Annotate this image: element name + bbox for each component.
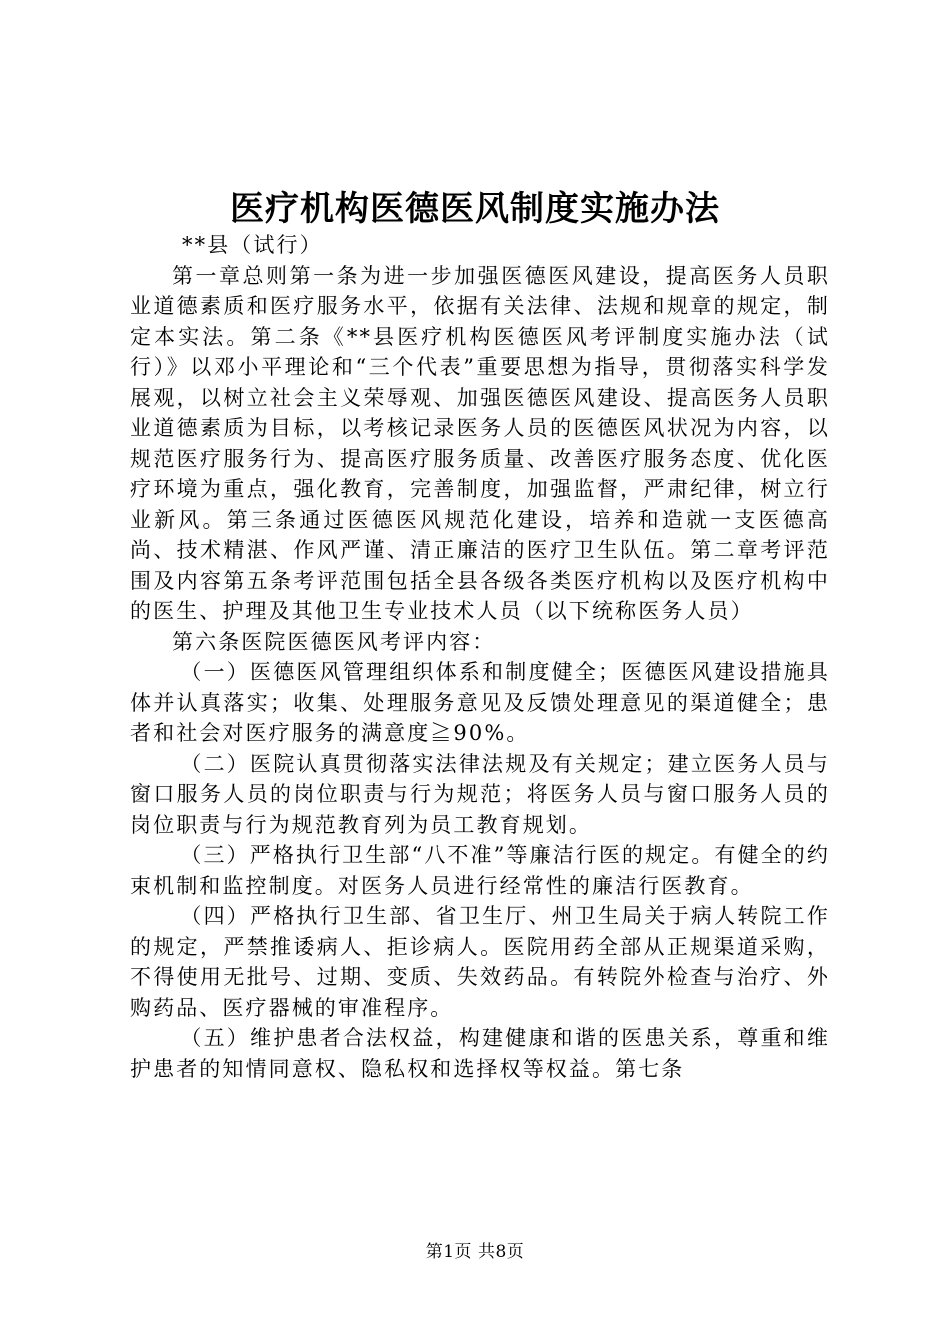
paragraph-general-provisions: 第一章总则第一条为进一步加强医德医风建设，提高医务人员职业道德素质和医疗服务水平，依据有关法律、法规和规章的规定，制定本实法。第二条《**县医疗机构医德医风考评制度实施办法（试行）》以邓小平理论和“三个代表”重要思想为指导，贯彻落实科学发展观，以树立社会主义荣辱观、加强医德医风建设、提高医务人员职业道德素质为目标，以考核记录医务人员的医德医风状况为内容，以规范医疗服务行为、提高医疗服务质量、改善医疗服务态度、优化医疗环境为重点，强化教育，完善制度，加强监督，严肃纪律，树立行业新风。第三条通过医德医风规范化建设，培养和造就一支医德高尚、技术精湛、作风严谨、清正廉洁的医疗卫生队伍。第二章考评范围及内容第五条考评范围包括全县各级各类医疗机构以及医疗机构中的医生、护理及其他卫生专业技术人员（以下统称医务人员） xyxy=(130,263,830,623)
paragraph-item-5: （五）维护患者合法权益，构建健康和谐的医患关系，尊重和维护患者的知情同意权、隐私权和选择权等权益。第七条 xyxy=(130,1026,830,1081)
document-title: 医疗机构医德医风制度实施办法 xyxy=(230,189,720,229)
paragraph-item-2: （二）医院认真贯彻落实法律法规及有关规定；建立医务人员与窗口服务人员的岗位职责与行为规范；将医务人员与窗口服务人员的岗位职责与行为规范教育列为员工教育规划。 xyxy=(130,751,830,837)
document-subtitle: **县（试行） xyxy=(182,233,323,257)
paragraph-item-4: （四）严格执行卫生部、省卫生厅、州卫生局关于病人转院工作的规定，严禁推诿病人、拒诊病人。医院用药全部从正规渠道采购，不得使用无批号、过期、变质、失效药品。有转院外检查与治疗、外购药品、医疗器械的审准程序。 xyxy=(130,904,830,1020)
paragraph-article-6: 第六条医院医德医风考评内容： xyxy=(172,629,496,654)
paragraph-item-3: （三）严格执行卫生部“八不准”等廉洁行医的规定。有健全的约束机制和监控制度。对医务人员进行经常性的廉洁行医教育。 xyxy=(130,843,830,898)
paragraph-item-1: （一）医德医风管理组织体系和制度健全；医德医风建设措施具体并认真落实；收集、处理服务意见及反馈处理意见的渠道健全；患者和社会对医疗服务的满意度≧90%。 xyxy=(130,660,830,745)
page-number-footer: 第1页 共8页 xyxy=(425,1242,525,1262)
document-body xyxy=(130,230,830,1084)
